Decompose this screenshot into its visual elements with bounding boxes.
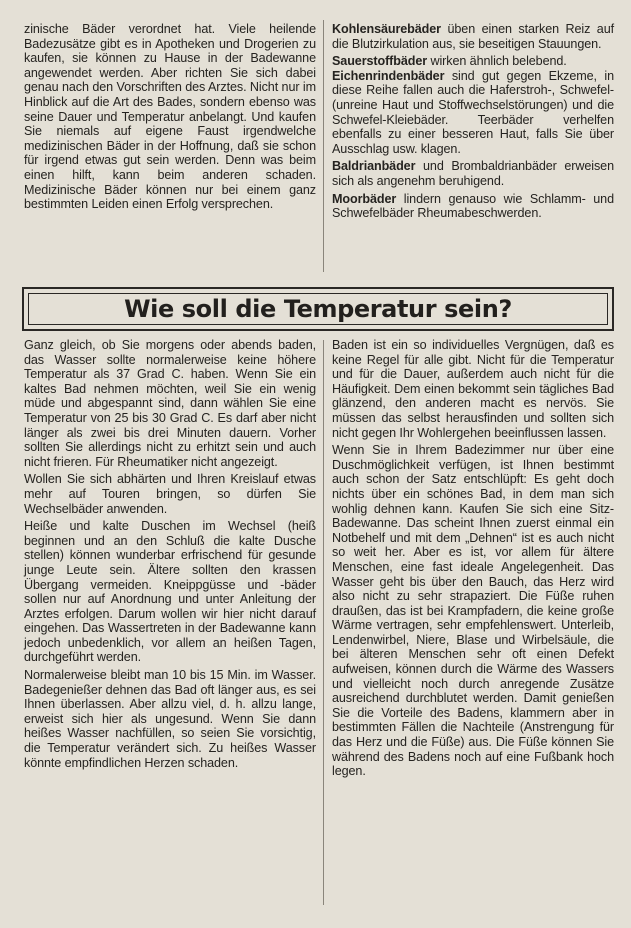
headline-box: [22, 287, 614, 331]
paragraph-moor: [332, 192, 614, 221]
paragraph-sauerstoff: [332, 54, 614, 156]
top-left-column: [24, 22, 316, 215]
paragraph: Wenn Sie in Ihrem Badezimmer nur über eine Duschmöglichkeit verfügen, ist Ihnen bestimmt auch schon der Satz entschlüpft: Es geht doch nichts über ein schönes Bad, in dem man sich wohlig dehnen kann. Kaufen Sie sich eine Sitz-Badewanne. Das scheint Ihnen zuerst einmal ein Notbehelf und mit dem „Dehnen“ ist es auch nicht so weit her. Aber es ist, vor allem für ältere Menschen, eine fast ideale Angelegenheit. Das Wasser geht bis über den Bauch, das Herz wird also nicht zu sehr strapaziert. Die Füße ruhen draußen, das ist bei Krampfadern, die keine große Wärme vertragen, sehr empfehlenswert. Unterleib, Lendenwirbel, Niere, Blase und Wirbelsäule, die bei älteren Menschen sehr oft einen Defekt aufweisen, können durch die Wärme des Wassers und vielleicht noch durch anregende Zusätze ausreichend durchblutet werden. Damit genießen Sie die Vorteile des Badens, klammern aber in bestimmten Fällen die Nachteile (Anstrengung für das Herz und die Füße) aus. Die Füße können Sie während des Badens noch auf eine Fußbank hoch legen.: [332, 443, 614, 779]
paragraph-text: und Brombaldrianbäder erweisen sich als angenehm beruhigend.: [332, 159, 614, 188]
paragraph-baldrian: [332, 159, 614, 188]
paragraph-kohlensaeure: [332, 22, 614, 51]
paragraph-text: sind gut gegen Ekzeme, in diese Reihe fallen auch die Haferstroh-, Schwefel-(unreine Haut und Stoffwechselstörungen) und die Schwefel-Kleiebäder. Teerbäder verhelfen ebenfalls zu einer besseren Haut, falls Sie über Ausschlag usw. klagen.: [332, 68, 614, 156]
lead-term: Kohlensäurebäder: [332, 22, 441, 36]
paragraph-text: lindern genauso wie Schlamm- und Schwefelbäder Rheumabeschwerden.: [332, 191, 614, 221]
paragraph: Normalerweise bleibt man 10 bis 15 Min. im Wasser. Badegenießer dehnen das Bad oft länger aus, es sei Ihnen überlassen. Aber allzu viel, d. h. allzu lange, erweist sich hier als ungesund. Wenn Sie dann heißes Wasser nachfüllen, so seien Sie vorsichtig, die Temperatur verändert sich. Zu heißes Wasser könnte empfindlichen Herzen schaden.: [24, 668, 316, 770]
paragraph: Heiße und kalte Duschen im Wechsel (heiß beginnen und an den Schluß die kalte Dusche stellen) können wunderbar erfrischend für gesunde junge Leute sein. Ältere sollten den krassen Übergang vermeiden. Kneippgüsse und -bäder sollen nur auf Anordnung und unter Anleitung der Arztes erfolgen. Darum wollen wir hier nicht darauf eingehen. Das Wassertreten in der Badewanne kann jedoch unbedenklich, vor allem an heißen Tagen, durchgeführt werden.: [24, 519, 316, 665]
paragraph-text: üben einen starken Reiz auf die Blutzirkulation aus, sie beseitigen Stauungen.: [332, 22, 614, 51]
lead-term: Moorbäder: [332, 191, 397, 206]
lead-term: Sauerstoffbäder: [332, 54, 428, 69]
paragraph-text: wirken ähnlich belebend.: [427, 54, 567, 69]
column-divider-top: [323, 20, 324, 272]
column-divider-bottom: [323, 340, 324, 905]
paragraph: Wollen Sie sich abhärten und Ihren Kreislauf etwas mehr auf Touren bringen, so dürfen Sie Wechselbäder anwenden.: [24, 472, 316, 516]
top-right-column: [332, 22, 614, 224]
paragraph: Baden ist ein so individuelles Vergnügen, daß es keine Regel für alle gibt. Nicht für die Temperatur und für die Dauer, außerdem auch nicht für die Häufigkeit. Dem einen bekommt sein tägliches Bad glänzend, den anderen macht es nervös. Sie müssen das selbst herausfinden und sollten sich nicht gegen Ihr Wohlergehen beeinflussen lassen.: [332, 338, 614, 440]
lead-term: Baldrianbäder: [332, 159, 416, 174]
headline: Wie soll die Temperatur sein?: [124, 295, 512, 323]
bottom-right-column: [332, 338, 614, 782]
paragraph: zinische Bäder verordnet hat. Viele heilende Badezusätze gibt es in Apotheken und Drogerien zu kaufen, sie können zu Hause in der Badewanne angewendet werden. Aber richten Sie sich dabei genau nach den Vorschriften des Arztes. Nicht nur im Hinblick auf die Art des Bades, sondern ebenso was seine Dauer und Temperatur anbelangt. Und kaufen Sie niemals auf eigene Faust irgendwelche medizinischen Bäder in der Hoffnung, daß sie schon für irgend etwas gut sein werden. Denn was beim einen hilft, kann beim anderen schaden. Medizinische Bäder können nur bei einem ganz bestimmten Leiden einen Erfolg versprechen.: [24, 22, 316, 212]
bottom-left-column: [24, 338, 316, 773]
paragraph: Ganz gleich, ob Sie morgens oder abends baden, das Wasser sollte normalerweise keine höhere Temperatur als 37 Grad C. haben. Wenn Sie ein kaltes Bad nehmen möchten, weil Sie ein wenig müde und abgespannt sind, dann wählen Sie eine Temperatur von 25 bis 30 Grad C. Es darf aber nicht länger als zwei bis drei Minuten dauern. Vorher sollten Sie allerdings nicht zu erhitzt sein und auch nicht frieren. Für Rheumatiker nicht angezeigt.: [24, 338, 316, 469]
lead-term: Eichenrindenbäder: [332, 68, 445, 83]
